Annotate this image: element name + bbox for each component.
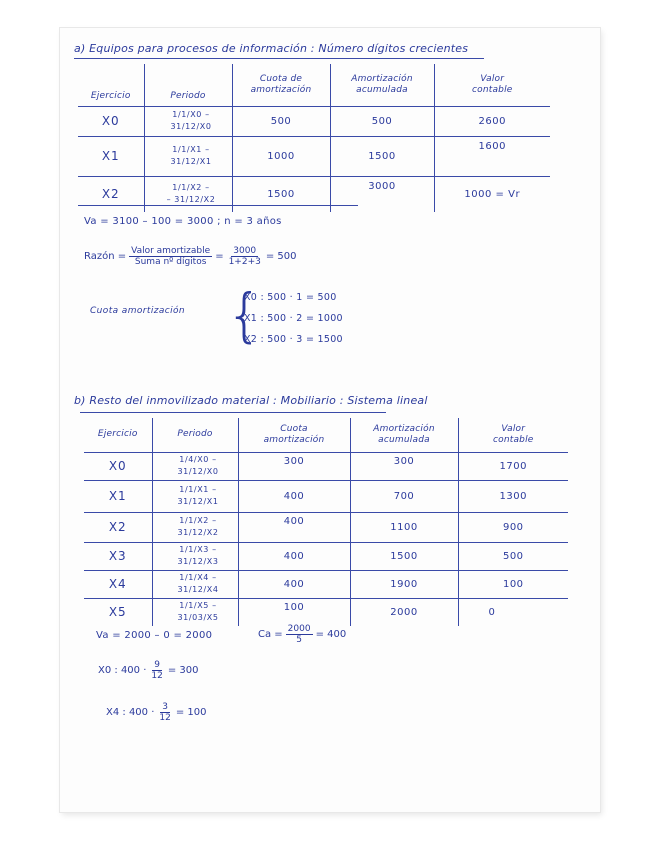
table-row: [84, 598, 568, 626]
x4-formula: X4 : 400 · $\frac{3}{12}$ = 100: [106, 702, 207, 723]
section2-title-underline: [80, 412, 386, 413]
header-ejercicio: Ejercicio: [84, 418, 152, 452]
row-periodo: 1/1/X4 – 31/12/X4: [152, 570, 238, 598]
table-row: [78, 176, 550, 212]
row-ejercicio: X1: [78, 136, 144, 176]
row-cuota: 400: [238, 542, 350, 570]
row-contable: 100: [458, 570, 568, 598]
row-acumulada: 700: [350, 480, 458, 512]
header-cuota: Cuota de amortización: [232, 64, 330, 106]
header-periodo: Periodo: [144, 64, 232, 106]
section2-title: b) Resto del inmovilizado material : Mobiliario : Sistema lineal: [74, 394, 428, 407]
cuota-line-x0: X0 : 500 · 1 = 500: [244, 292, 337, 303]
header-cuota: Cuota amortización: [238, 418, 350, 452]
row-cuota: 400: [238, 512, 350, 542]
ca-formula: Ca = $\frac{2000}{5}$ = 400: [258, 624, 347, 645]
row-acumulada: 2000: [350, 598, 458, 626]
row-ejercicio: X2: [78, 176, 144, 212]
row-contable: 500: [458, 542, 568, 570]
row-cuota: 1000: [232, 136, 330, 176]
table-row: [84, 480, 568, 512]
header-ejercicio: Ejercicio: [78, 64, 144, 106]
row-cuota: 500: [232, 106, 330, 136]
row-cuota: 400: [238, 570, 350, 598]
razon-formula: Razón = $\frac{\text{Valor amortizable}}{\text{Suma nº dígitos}}$ = $\frac{3000}{1+2+3}$ = 500: [84, 246, 297, 267]
header-periodo: Periodo: [152, 418, 238, 452]
row-periodo: 1/1/X3 – 31/12/X3: [152, 542, 238, 570]
row-acumulada: 500: [330, 106, 434, 136]
row-contable: 0: [458, 598, 568, 626]
section1-title-underline: [74, 58, 484, 59]
table-row: [84, 512, 568, 542]
row-periodo: 1/1/X1 – 31/12/X1: [152, 480, 238, 512]
row-contable: 900: [458, 512, 568, 542]
row-contable: 2600: [434, 106, 550, 136]
cuota-line-x1: X1 : 500 · 2 = 1000: [244, 313, 343, 324]
header-acumulada: Amortización acumulada: [350, 418, 458, 452]
header-contable: Valor contable: [458, 418, 568, 452]
row-cuota: 100: [238, 598, 350, 626]
row-periodo: 1/1/X1 – 31/12/X1: [144, 136, 232, 176]
cuota-amortizacion-label: Cuota amortización: [90, 306, 186, 316]
row-acumulada: 1100: [350, 512, 458, 542]
section1-title: a) Equipos para procesos de información : Número dígitos crecientes: [74, 42, 469, 55]
table-equipos-bottom-line: [78, 205, 358, 206]
va-line-2: Va = 2000 – 0 = 2000: [96, 630, 213, 641]
row-contable: 1600: [434, 136, 550, 176]
row-ejercicio: X1: [84, 480, 152, 512]
row-acumulada: 1900: [350, 570, 458, 598]
va-line-1: Va = 3100 – 100 = 3000 ; n = 3 años: [84, 216, 282, 227]
brace-icon: {: [226, 281, 263, 349]
table-row: [84, 570, 568, 598]
row-ejercicio: X0: [78, 106, 144, 136]
header-acumulada: Amortización acumulada: [330, 64, 434, 106]
row-cuota: 300: [238, 452, 350, 480]
row-periodo: 1/4/X0 – 31/12/X0: [152, 452, 238, 480]
row-ejercicio: X3: [84, 542, 152, 570]
row-ejercicio: X4: [84, 570, 152, 598]
x0-formula: X0 : 400 · $\frac{9}{12}$ = 300: [98, 660, 199, 681]
table-row: [78, 136, 550, 176]
row-ejercicio: X0: [84, 452, 152, 480]
row-acumulada: 1500: [350, 542, 458, 570]
row-acumulada: 300: [350, 452, 458, 480]
table-row: [84, 542, 568, 570]
row-periodo: 1/1/X2 – 31/12/X2: [152, 512, 238, 542]
row-acumulada: 3000: [330, 176, 434, 212]
row-contable: 1700: [458, 452, 568, 480]
row-contable: 1300: [458, 480, 568, 512]
row-acumulada: 1500: [330, 136, 434, 176]
row-contable: 1000 = Vr: [434, 176, 550, 212]
table-row: [84, 452, 568, 480]
table-equipos: [78, 64, 550, 212]
row-ejercicio: X5: [84, 598, 152, 626]
cuota-line-x2: X2 : 500 · 3 = 1500: [244, 334, 343, 345]
row-periodo: 1/1/X5 – 31/03/X5: [152, 598, 238, 626]
row-cuota: 400: [238, 480, 350, 512]
row-cuota: 1500: [232, 176, 330, 212]
row-ejercicio: X2: [84, 512, 152, 542]
table-row: [78, 106, 550, 136]
table-mobiliario: [84, 418, 568, 626]
row-periodo: 1/1/X0 – 31/12/X0: [144, 106, 232, 136]
row-periodo: 1/1/X2 – – 31/12/X2: [144, 176, 232, 212]
header-contable: Valor contable: [434, 64, 550, 106]
